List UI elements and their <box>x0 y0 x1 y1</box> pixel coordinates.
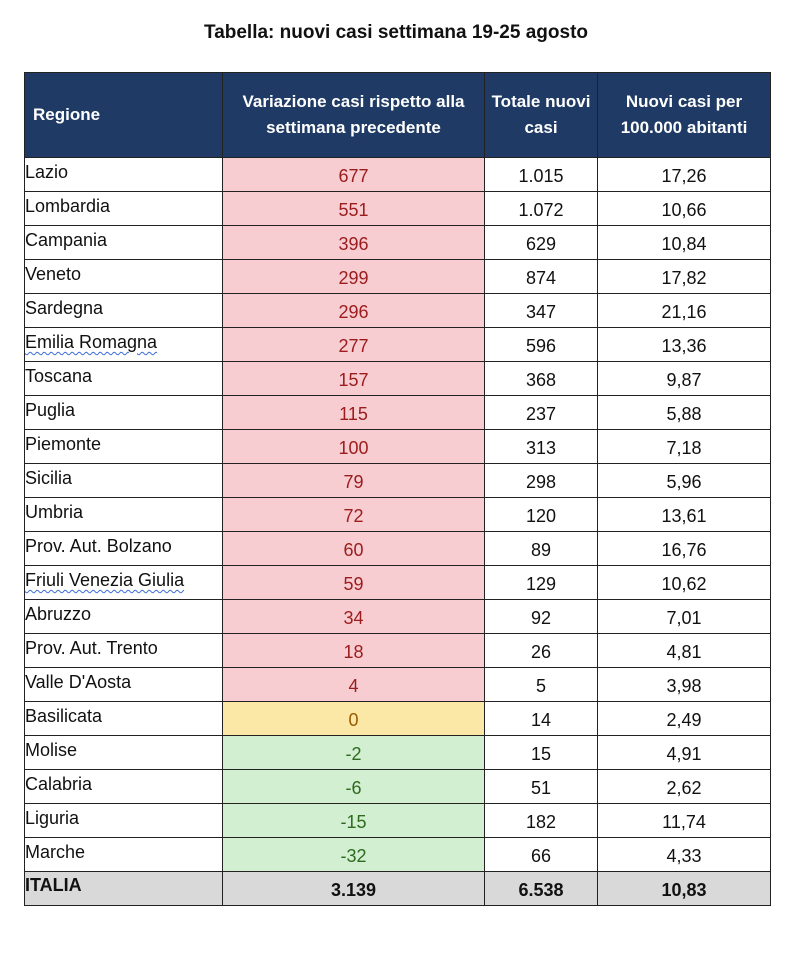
total-row <box>25 872 771 906</box>
variation-cell: 79 <box>223 464 485 498</box>
rate-cell: 10,66 <box>598 192 771 226</box>
table-row <box>25 430 771 464</box>
table-row <box>25 260 771 294</box>
table-row <box>25 804 771 838</box>
total-cases-cell: 237 <box>485 396 598 430</box>
variation-cell: 59 <box>223 566 485 600</box>
table-title: Tabella: nuovi casi settimana 19-25 agosto <box>204 22 588 43</box>
table-row <box>25 702 771 736</box>
region-cell: Toscana <box>25 362 223 396</box>
total-cases-cell: 368 <box>485 362 598 396</box>
table-row <box>25 294 771 328</box>
total-cases-cell: 182 <box>485 804 598 838</box>
variation-cell: 18 <box>223 634 485 668</box>
header-row <box>25 73 771 158</box>
rate-cell: 3,98 <box>598 668 771 702</box>
variation-cell: 299 <box>223 260 485 294</box>
total-cases-cell: 5 <box>485 668 598 702</box>
variation-cell: 60 <box>223 532 485 566</box>
total-variation-cell: 3.139 <box>223 872 485 906</box>
table-row <box>25 464 771 498</box>
table-row <box>25 396 771 430</box>
table-row <box>25 532 771 566</box>
variation-cell: 157 <box>223 362 485 396</box>
variation-cell: 100 <box>223 430 485 464</box>
variation-cell: 551 <box>223 192 485 226</box>
total-cases-cell: 51 <box>485 770 598 804</box>
header-total: Totale nuovi casi <box>485 73 598 158</box>
table-row <box>25 668 771 702</box>
region-cell: Liguria <box>25 804 223 838</box>
variation-cell: -15 <box>223 804 485 838</box>
table-row <box>25 328 771 362</box>
region-name-text: Friuli Venezia Giulia <box>25 570 185 590</box>
variation-cell: 277 <box>223 328 485 362</box>
total-cases-cell: 129 <box>485 566 598 600</box>
rate-cell: 4,81 <box>598 634 771 668</box>
variation-cell: 72 <box>223 498 485 532</box>
table-row <box>25 736 771 770</box>
table-row <box>25 158 771 192</box>
region-cell: Calabria <box>25 770 223 804</box>
header-rate: Nuovi casi per 100.000 abitanti <box>598 73 771 158</box>
header-variation: Variazione casi rispetto alla settimana precedente <box>223 73 485 158</box>
table-row <box>25 600 771 634</box>
region-name-text: Emilia Romagna <box>25 332 158 352</box>
rate-cell: 5,96 <box>598 464 771 498</box>
table-row <box>25 634 771 668</box>
rate-cell: 4,33 <box>598 838 771 872</box>
variation-cell: 115 <box>223 396 485 430</box>
variation-cell: -2 <box>223 736 485 770</box>
rate-cell: 17,26 <box>598 158 771 192</box>
variation-cell: -6 <box>223 770 485 804</box>
region-cell: Puglia <box>25 396 223 430</box>
region-cell: Valle D'Aosta <box>25 668 223 702</box>
variation-cell: 296 <box>223 294 485 328</box>
total-cases-cell: 874 <box>485 260 598 294</box>
region-cell <box>25 328 223 362</box>
header-region: Regione <box>25 73 223 158</box>
variation-cell: 677 <box>223 158 485 192</box>
variation-cell: 396 <box>223 226 485 260</box>
table-row <box>25 192 771 226</box>
total-cases-cell: 14 <box>485 702 598 736</box>
rate-cell: 10,84 <box>598 226 771 260</box>
region-cell: Lombardia <box>25 192 223 226</box>
region-cell: Sicilia <box>25 464 223 498</box>
region-cell: Marche <box>25 838 223 872</box>
total-region-cell: ITALIA <box>25 872 223 906</box>
rate-cell: 10,62 <box>598 566 771 600</box>
rate-cell: 2,62 <box>598 770 771 804</box>
region-cell: Sardegna <box>25 294 223 328</box>
table-row <box>25 226 771 260</box>
total-cases-cell: 313 <box>485 430 598 464</box>
rate-cell: 7,18 <box>598 430 771 464</box>
region-cell: Veneto <box>25 260 223 294</box>
rate-cell: 21,16 <box>598 294 771 328</box>
rate-cell: 17,82 <box>598 260 771 294</box>
total-cases-cell: 15 <box>485 736 598 770</box>
total-cases-cell: 120 <box>485 498 598 532</box>
rate-cell: 13,61 <box>598 498 771 532</box>
total-cases-cell: 347 <box>485 294 598 328</box>
total-cases-cell: 629 <box>485 226 598 260</box>
total-rate-cell: 10,83 <box>598 872 771 906</box>
variation-cell: 4 <box>223 668 485 702</box>
region-cell: Abruzzo <box>25 600 223 634</box>
region-cell: Basilicata <box>25 702 223 736</box>
total-cases-cell: 66 <box>485 838 598 872</box>
region-cell <box>25 566 223 600</box>
rate-cell: 5,88 <box>598 396 771 430</box>
region-cell: Piemonte <box>25 430 223 464</box>
table-row <box>25 498 771 532</box>
total-total-cell: 6.538 <box>485 872 598 906</box>
rate-cell: 11,74 <box>598 804 771 838</box>
rate-cell: 13,36 <box>598 328 771 362</box>
total-cases-cell: 1.015 <box>485 158 598 192</box>
variation-cell: -32 <box>223 838 485 872</box>
total-cases-cell: 596 <box>485 328 598 362</box>
table-row <box>25 838 771 872</box>
table-body <box>25 158 771 872</box>
region-cell: Molise <box>25 736 223 770</box>
region-cell: Prov. Aut. Bolzano <box>25 532 223 566</box>
rate-cell: 16,76 <box>598 532 771 566</box>
table-row <box>25 566 771 600</box>
rate-cell: 7,01 <box>598 600 771 634</box>
region-cell: Umbria <box>25 498 223 532</box>
rate-cell: 2,49 <box>598 702 771 736</box>
total-cases-cell: 298 <box>485 464 598 498</box>
region-cell: Campania <box>25 226 223 260</box>
total-cases-cell: 92 <box>485 600 598 634</box>
cases-table <box>24 72 771 906</box>
total-cases-cell: 1.072 <box>485 192 598 226</box>
rate-cell: 9,87 <box>598 362 771 396</box>
region-cell: Lazio <box>25 158 223 192</box>
table-row <box>25 770 771 804</box>
variation-cell: 0 <box>223 702 485 736</box>
rate-cell: 4,91 <box>598 736 771 770</box>
total-cases-cell: 89 <box>485 532 598 566</box>
total-cases-cell: 26 <box>485 634 598 668</box>
table-row <box>25 362 771 396</box>
variation-cell: 34 <box>223 600 485 634</box>
region-cell: Prov. Aut. Trento <box>25 634 223 668</box>
